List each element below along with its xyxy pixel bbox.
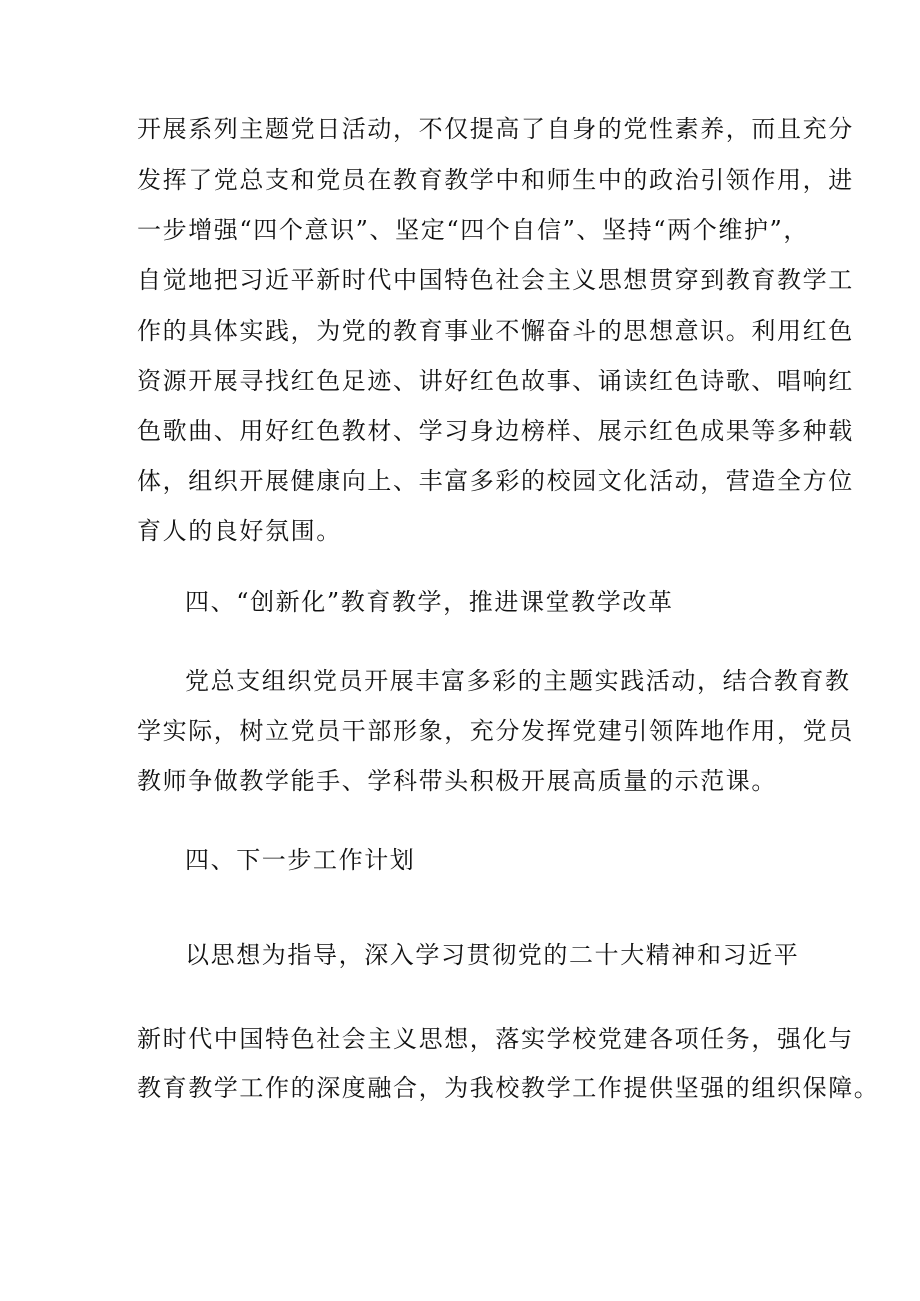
paragraph-line: 新时代中国特色社会主义思想，落实学校党建各项任务，强化与: [137, 1025, 854, 1053]
paragraph-line: 作的具体实践，为党的教育事业不懈奋斗的思想意识。利用红色: [137, 317, 854, 345]
paragraph-line: 资源开展寻找红色足迹、讲好红色故事、诵读红色诗歌、唱响红: [137, 367, 854, 395]
paragraph-line: 育人的良好氛围。: [137, 517, 342, 545]
paragraph-line: 教师争做教学能手、学科带头积极开展高质量的示范课。: [137, 767, 777, 795]
paragraph-line: 开展系列主题党日活动，不仅提高了自身的党性素养，而且充分: [137, 115, 854, 143]
paragraph-line: 体，组织开展健康向上、丰富多彩的校园文化活动，营造全方位: [137, 467, 854, 495]
paragraph-line: 教育教学工作的深度融合，为我校教学工作提供坚强的组织保障。: [137, 1074, 880, 1102]
paragraph-line: 色歌曲、用好红色教材、学习身边榜样、展示红色成果等多种载: [137, 417, 854, 445]
paragraph-line: 自觉地把习近平新时代中国特色社会主义思想贯穿到教育教学工: [137, 266, 854, 294]
paragraph-line: 一步增强“四个意识”、坚定“四个自信”、坚持“两个维护”，: [137, 216, 810, 244]
paragraph-line: 以思想为指导，深入学习贯彻党的二十大精神和习近平: [185, 941, 800, 969]
paragraph-line: 学实际，树立党员干部形象，充分发挥党建引领阵地作用，党员: [137, 717, 854, 745]
paragraph-line: 发挥了党总支和党员在教育教学中和师生中的政治引领作用，进: [137, 166, 854, 194]
section-heading-innovation: 四、“创新化”教育教学，推进课堂教学改革: [185, 588, 674, 616]
section-heading-next-plan: 四、下一步工作计划: [185, 846, 416, 874]
paragraph-line: 党总支组织党员开展丰富多彩的主题实践活动，结合教育教: [185, 667, 851, 695]
